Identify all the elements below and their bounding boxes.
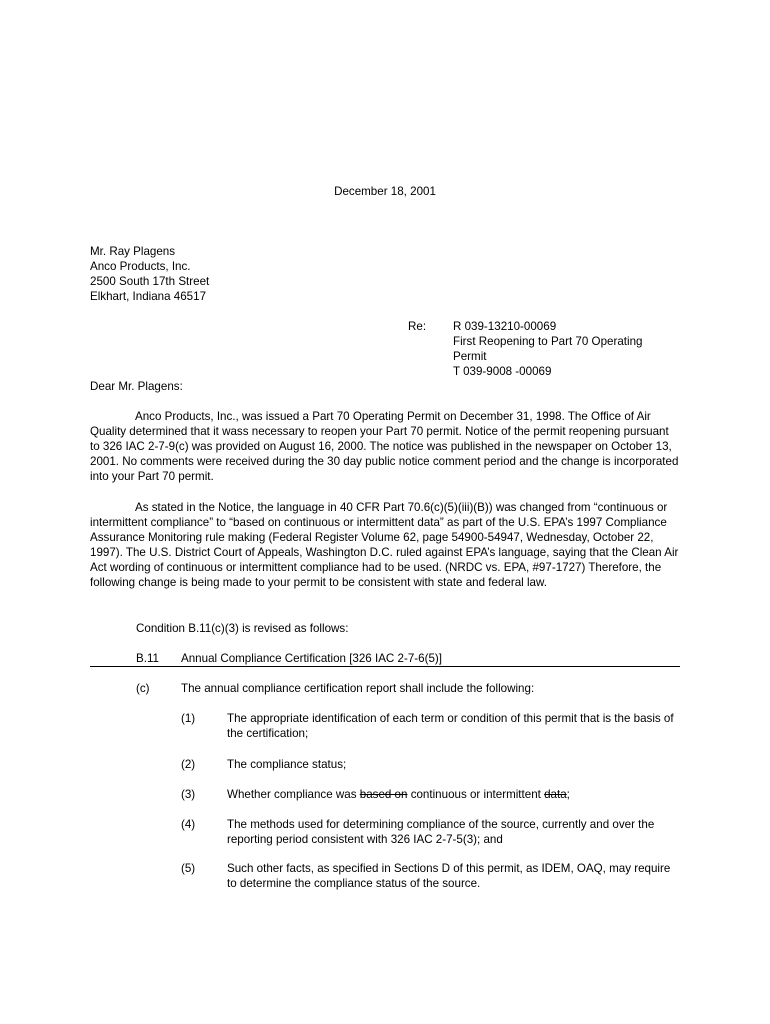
re-line-4: T 039-9008 -00069 xyxy=(453,365,552,378)
paragraph-1 xyxy=(90,409,680,484)
item-3-number: (3) xyxy=(181,788,196,801)
paragraph-2 xyxy=(90,500,680,590)
recipient-address xyxy=(90,244,209,304)
item-5-number: (5) xyxy=(181,862,196,875)
subsection-label: (c) xyxy=(136,682,150,695)
item-4-number: (4) xyxy=(181,818,196,831)
section-number: B.11 xyxy=(136,652,159,665)
paragraph-2-text: As stated in the Notice, the language in 40 CFR Part 70.6(c)(5)(iii)(B)) was changed from “continuous or intermittent compliance” to “based on continuous or intermittent data” as part of the U.S. EPA’s 1997 Compliance Assurance Monitoring rule making (Federal Register Volume 62, page 54900-54947, Wednesday, October 22, 1997). The U.S. District Court of Appeals, Washington D.C. ruled against EPA’s language, saying that the Clean Air Act wording of continuous or intermittent compliance had to be used. (NRDC vs. EPA, #97-1727) Therefore, the following change is being made to your permit to be consistent with state and federal law. xyxy=(90,501,679,589)
item-3-strike-b: data xyxy=(544,788,567,801)
salutation: Dear Mr. Plagens: xyxy=(90,380,183,393)
paragraph-1-text: Anco Products, Inc., was issued a Part 70 Operating Permit on December 31, 1998. The Office of Air Quality determined that it wass necessary to reopen your Part 70 permit. Notice of the permit reopening pursuant to 326 IAC 2-7-9(c) was provided on August 16, 2000. The notice was published in the newspaper on October 13, 2001. No comments were received during the 30 day public notice comment period and the change is incorporated into your Part 70 permit. xyxy=(90,410,679,483)
item-3-strike-a: based on xyxy=(359,788,408,801)
item-2-text: The compliance status; xyxy=(227,758,347,771)
recipient-company: Anco Products, Inc. xyxy=(90,260,191,273)
item-5-text: Such other facts, as specified in Sections D of this permit, as IDEM, OAQ, may require to determine the compliance status of the source. xyxy=(227,862,671,890)
subsection-text: The annual compliance certification report shall include the following: xyxy=(181,682,535,695)
item-3-text xyxy=(227,787,682,802)
item-1-text: The appropriate identification of each term or condition of this permit that is the basis of the certification; xyxy=(227,712,674,740)
re-line-1: R 039-13210-00069 xyxy=(453,320,557,333)
condition-intro: Condition B.11(c)(3) is revised as follows: xyxy=(136,622,349,635)
item-3-text-c: ; xyxy=(566,788,570,801)
item-1-number: (1) xyxy=(181,712,196,725)
section-heading xyxy=(90,651,680,667)
item-3-text-b: continuous or intermittent xyxy=(407,788,545,801)
item-4-text: The methods used for determining compliance of the source, currently and over the reporting period consistent with 326 IAC 2-7-5(3); and xyxy=(227,818,655,846)
recipient-street: 2500 South 17th Street xyxy=(90,275,210,288)
re-line-2: First Reopening to Part 70 Operating xyxy=(453,335,643,348)
item-2-number: (2) xyxy=(181,758,196,771)
recipient-name: Mr. Ray Plagens xyxy=(90,245,176,258)
re-block xyxy=(453,319,673,379)
letter-date: December 18, 2001 xyxy=(334,185,436,198)
recipient-city: Elkhart, Indiana 46517 xyxy=(90,290,207,303)
re-line-3: Permit xyxy=(453,350,487,363)
item-3-text-a: Whether compliance was xyxy=(227,788,360,801)
re-label: Re: xyxy=(408,320,427,333)
section-title: Annual Compliance Certification [326 IAC 2-7-6(5)] xyxy=(181,652,442,665)
